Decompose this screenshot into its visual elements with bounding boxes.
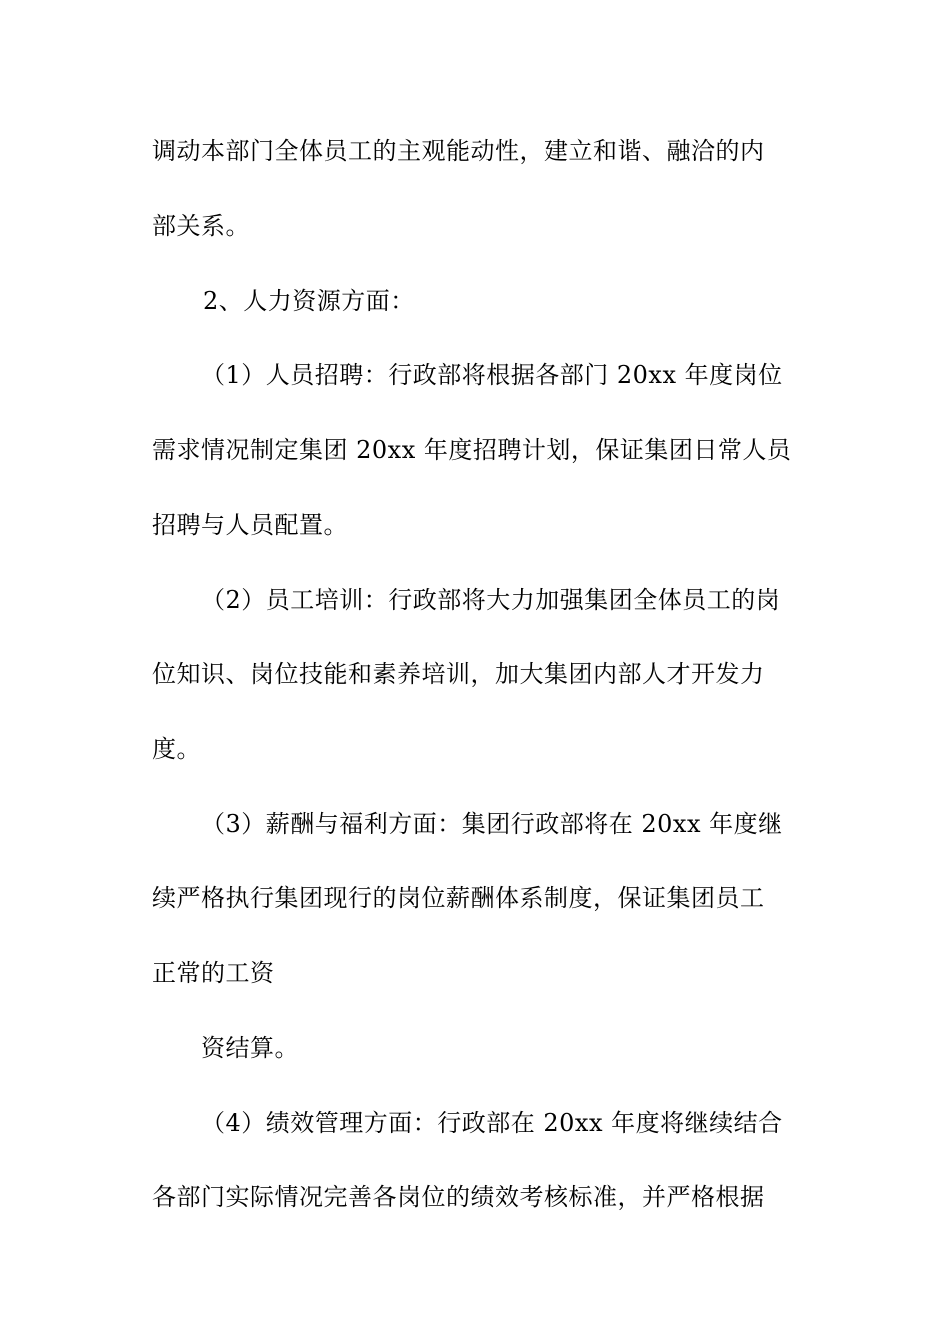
text-line: 需求情况制定集团 20xx 年度招聘计划，保证集团日常人员 xyxy=(152,436,792,464)
text-line: 续严格执行集团现行的岗位薪酬体系制度，保证集团员工 xyxy=(152,884,765,912)
text-line: 正常的工资 xyxy=(152,959,275,987)
text-line: 招聘与人员配置。 xyxy=(152,511,348,539)
text-line: 调动本部门全体员工的主观能动性，建立和谐、融洽的内 xyxy=(152,137,765,165)
section-heading: 2、人力资源方面： xyxy=(203,287,415,315)
text-line: （3）薪酬与福利方面：集团行政部将在 20xx 年度继 xyxy=(201,810,783,838)
text-line: 资结算。 xyxy=(201,1034,299,1062)
text-line: 度。 xyxy=(152,735,201,763)
text-line: （4）绩效管理方面：行政部在 20xx 年度将继续结合 xyxy=(201,1109,783,1137)
text-line: 位知识、岗位技能和素养培训，加大集团内部人才开发力 xyxy=(152,660,765,688)
text-line: （2）员工培训：行政部将大力加强集团全体员工的岗 xyxy=(201,586,781,614)
text-line: 各部门实际情况完善各岗位的绩效考核标准，并严格根据 xyxy=(152,1183,765,1211)
text-line: （1）人员招聘：行政部将根据各部门 20xx 年度岗位 xyxy=(201,361,783,389)
text-line: 部关系。 xyxy=(152,212,250,240)
